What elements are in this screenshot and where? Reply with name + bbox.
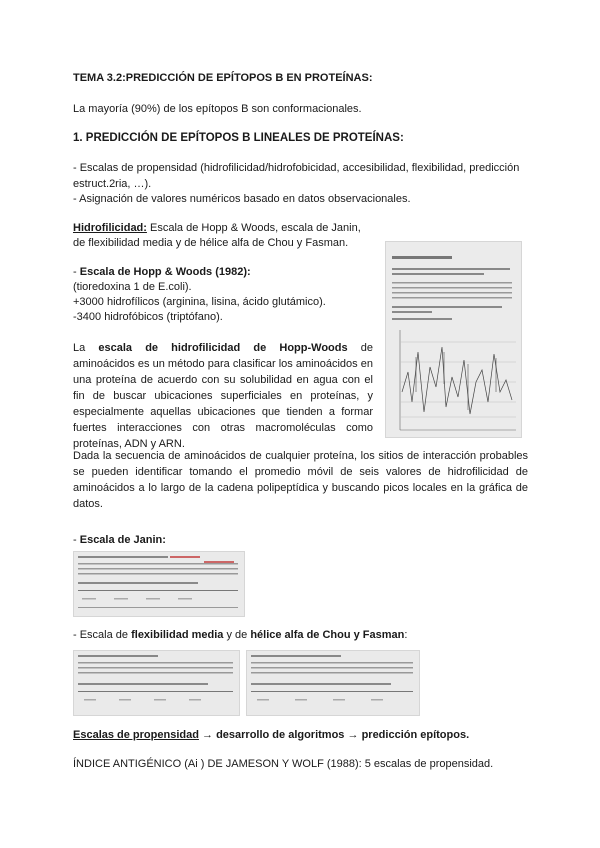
flex-end: : bbox=[404, 629, 408, 641]
hopp-heading-prefix: - bbox=[73, 266, 80, 278]
scales-link: Escalas de propensidad bbox=[73, 729, 199, 741]
intro-text: La mayoría (90%) de los epítopos B son conformacionales. bbox=[73, 103, 362, 115]
janin-figure bbox=[73, 551, 245, 617]
hopp-line: +3000 hidrofílicos (arginina, lisina, ácido glutámico). bbox=[73, 296, 326, 308]
janin-figure-graphic bbox=[74, 552, 244, 616]
hopp-line: -3400 hidrofóbicos (triptófano). bbox=[73, 311, 223, 323]
flex-pre: - Escala de bbox=[73, 629, 132, 641]
para1-bold: escala de hidrofilicidad de Hopp-Woods bbox=[98, 342, 348, 354]
bullet-line: - Escalas de propensidad (hidrofilicidad/hidrofobicidad, accesibilidad, flexibilidad, predicción bbox=[73, 162, 520, 174]
para1-post: de aminoácidos es un método para clasificar los aminoácidos en una proteína de acuerdo con su solubilidad en agua con el fin de buscar ubicaciones superficiales en proteínas, y especialmente aquellas ubicaciones que tienden a formar fuertes interacciones con otras macromoléculas como proteínas, ADN y ARN. bbox=[73, 342, 373, 450]
section-heading: 1. PREDICCIÓN DE EPÍTOPOS B LINEALES DE PROTEÍNAS: bbox=[73, 132, 404, 144]
antigenic-index-line: ÍNDICE ANTIGÉNICO (Ai ) DE JAMESON Y WOLF (1988): 5 escalas de propensidad. bbox=[73, 758, 494, 770]
hidro-text: Escala de Hopp & Woods, escala de Janin, bbox=[146, 222, 361, 234]
flex-mid: y de bbox=[223, 629, 251, 641]
hopp-paragraph bbox=[73, 340, 373, 452]
bullet-line: - Asignación de valores numéricos basado en datos observacionales. bbox=[73, 193, 411, 205]
flexibility-figure-graphic bbox=[74, 651, 239, 715]
moving-average-paragraph: Dada la secuencia de aminoácidos de cualquier proteína, los sitios de interacción probables se pueden identificar tomando el promedio móvil de seis valores de hidrofilicidad de aminoácidos a lo largo de la cadena polipeptídica y buscando picos locales en la gráfica de datos. bbox=[73, 450, 528, 510]
scales-line bbox=[73, 727, 469, 743]
hidro-term: Hidrofilicidad: bbox=[73, 222, 147, 234]
janin-label: Escala de Janin: bbox=[79, 534, 166, 546]
janin-heading bbox=[73, 532, 166, 548]
janin-prefix: - bbox=[73, 534, 80, 546]
chou-fasman-figure bbox=[246, 650, 420, 716]
hopp-heading bbox=[73, 264, 251, 280]
bullet-line: estruct.2ria, …). bbox=[73, 178, 152, 190]
hopp-heading-label: Escala de Hopp & Woods (1982): bbox=[79, 266, 251, 278]
hopp-woods-figure-graphic bbox=[386, 242, 521, 437]
scales-text-2: predicción epítopos. bbox=[361, 729, 470, 741]
scales-arrow-2: → bbox=[344, 729, 362, 741]
hidro-line bbox=[73, 220, 361, 236]
scales-text-1: desarrollo de algoritmos bbox=[216, 729, 345, 741]
flex-b2: hélice alfa de Chou y Fasman bbox=[250, 629, 405, 641]
hidro-line-2: de flexibilidad media y de hélice alfa de Chou y Fasman. bbox=[73, 237, 349, 249]
flex-heading bbox=[73, 627, 407, 643]
para1-pre: La bbox=[73, 342, 99, 354]
flex-b1: flexibilidad media bbox=[131, 629, 224, 641]
scales-arrow-1: → bbox=[198, 729, 217, 741]
hopp-line: (tioredoxina 1 de E.coli). bbox=[73, 281, 192, 293]
chou-fasman-figure-graphic bbox=[247, 651, 419, 715]
hopp-woods-figure bbox=[385, 241, 522, 438]
flexibility-figure bbox=[73, 650, 240, 716]
page-title: TEMA 3.2:PREDICCIÓN DE EPÍTOPOS B EN PROTEÍNAS: bbox=[73, 72, 373, 84]
